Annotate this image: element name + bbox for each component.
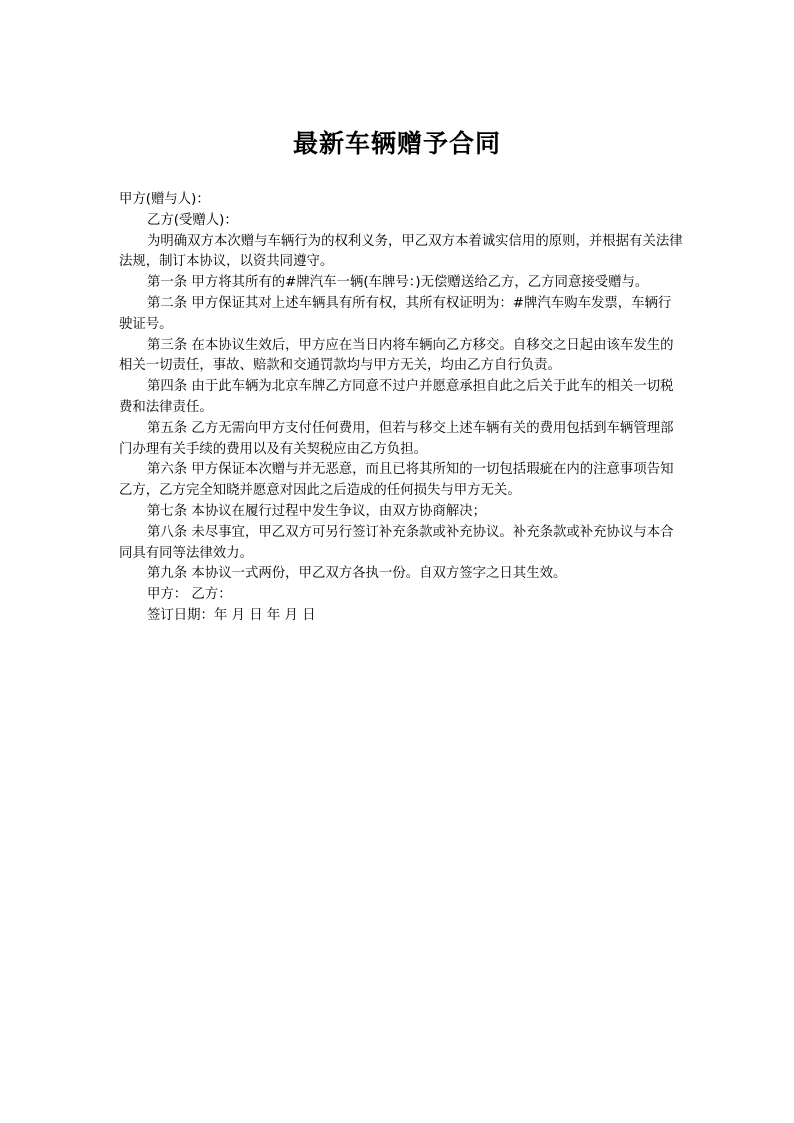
- article-9: 第九条 本协议一式两份，甲乙双方各执一份。自双方签字之日其生效。: [147, 566, 567, 582]
- party-a-line: 甲方(赠与人)：: [119, 192, 210, 207]
- article-7: 第七条 本协议在履行过程中发生争议，由双方协商解决；: [147, 503, 487, 519]
- article-1: 第一条 甲方将其所有的#牌汽车一辆(车牌号：)无偿赠送给乙方，乙方同意接受赠与。: [147, 275, 649, 291]
- signature-line: 甲方： 乙方：: [147, 587, 232, 603]
- article-2: 第二条 甲方保证其对上述车辆具有所有权，其所有权证明为：#牌汽车购车发票，车辆行驶证号。: [119, 295, 672, 332]
- article-4: 第四条 由于此车辆为北京车牌乙方同意不过户并愿意承担自此之后关于此车的相关一切税费和法律责任。: [119, 379, 674, 415]
- article-6: 第六条 甲方保证本次赠与并无恶意，而且已将其所知的一切包括瑕疵在内的注意事项告知乙方，乙方完全知晓并愿意对因此之后造成的任何损失与甲方无关。: [119, 462, 674, 499]
- signing-date-line: 签订日期：年 月 日 年 月 日: [147, 607, 316, 623]
- party-b-line: 乙方(受赠人)：: [147, 212, 238, 228]
- contract-body: [119, 190, 683, 627]
- document-title: 最新车辆赠予合同: [292, 129, 501, 158]
- article-8: 第八条 未尽事宜，甲乙双方可另行签订补充条款或补充协议。补充条款或补充协议与本合同具有同等法律效力。: [119, 524, 674, 561]
- article-5: 第五条 乙方无需向甲方支付任何费用，但若与移交上述车辆有关的费用包括到车辆管理部门办理有关手续的费用以及有关契税应由乙方负担。: [119, 420, 674, 457]
- article-3: 第三条 在本协议生效后，甲方应在当日内将车辆向乙方移交。自移交之日起由该车发生的相关一切责任，事故、赔款和交通罚款均与甲方无关，均由乙方自行负责。: [119, 337, 674, 374]
- preamble-paragraph: 为明确双方本次赠与车辆行为的权利义务，甲乙双方本着诚实信用的原则，并根据有关法律法规，制订本协议，以资共同遵守。: [119, 233, 683, 270]
